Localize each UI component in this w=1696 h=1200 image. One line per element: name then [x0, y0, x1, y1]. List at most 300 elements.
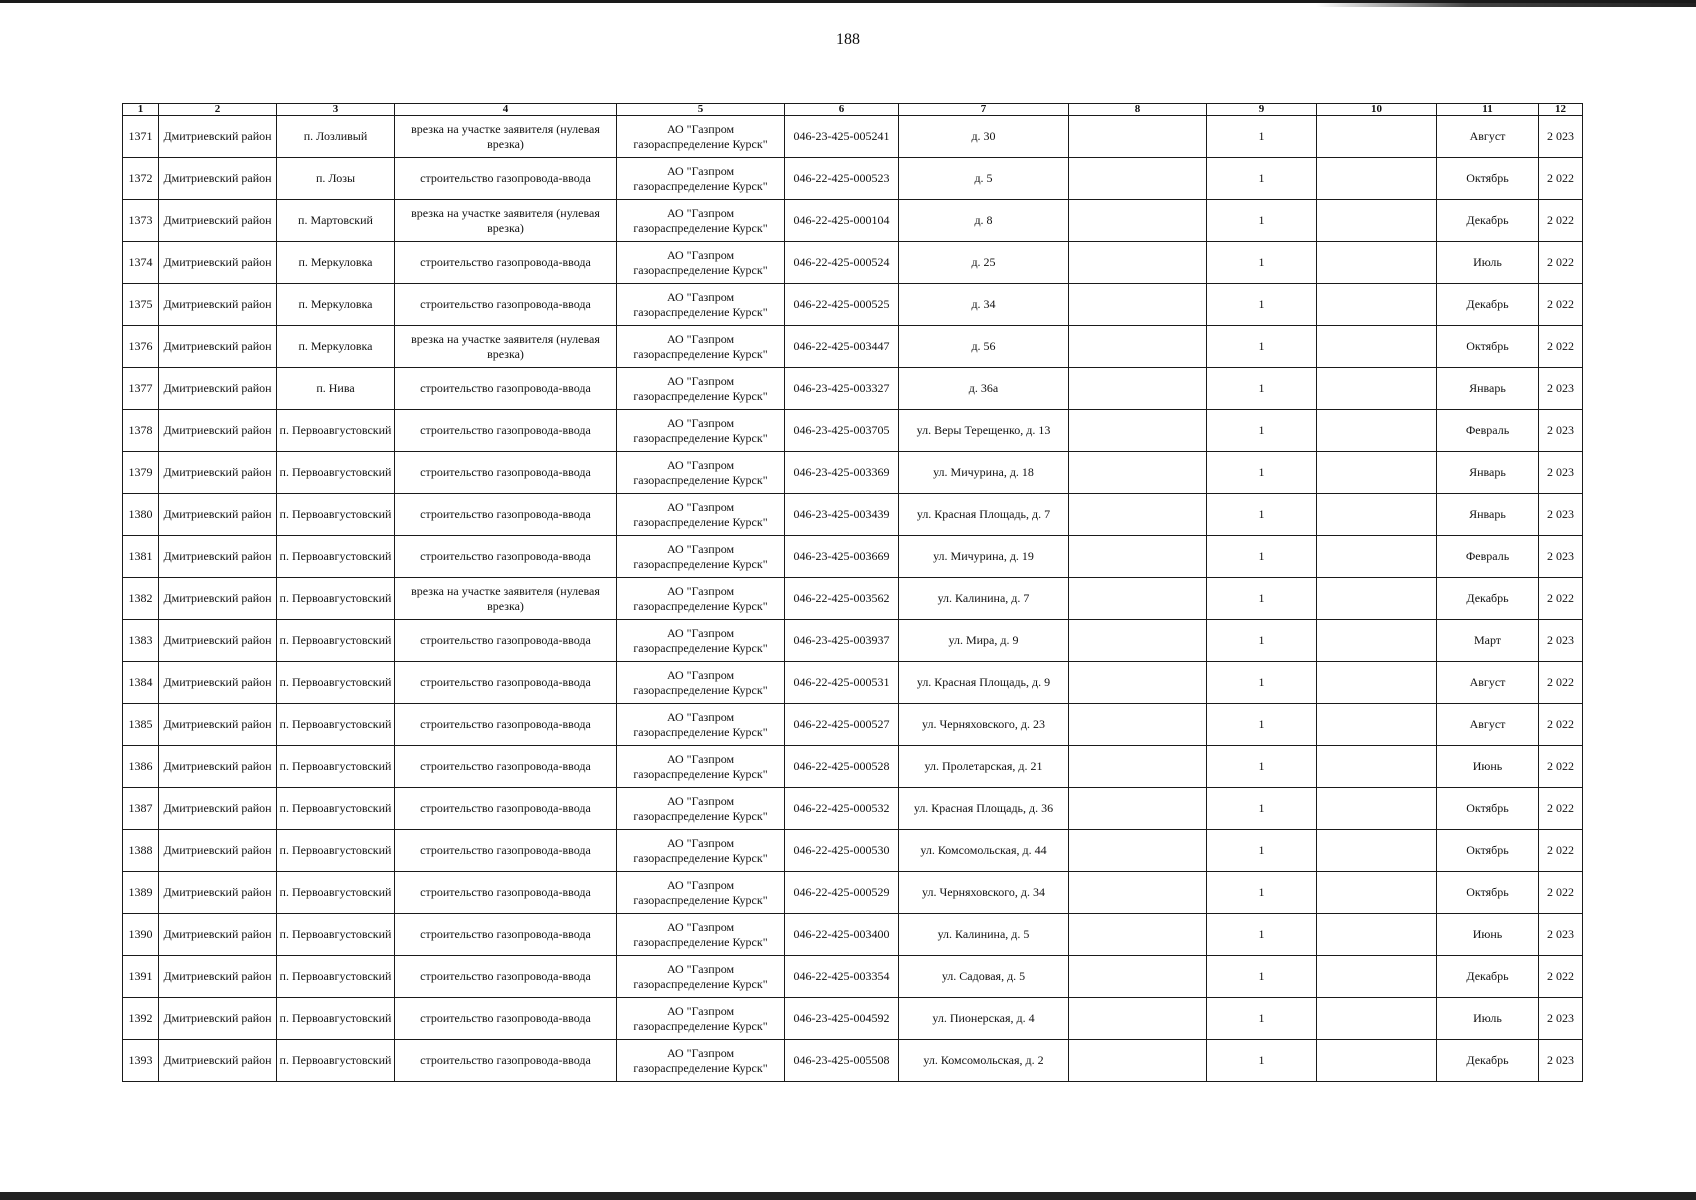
month-cell: Июнь	[1437, 746, 1539, 788]
work-type-cell: строительство газопровода-ввода	[395, 410, 617, 452]
column-8-cell	[1069, 368, 1207, 410]
row-number: 1379	[123, 452, 159, 494]
table-row	[123, 620, 1583, 662]
quantity-cell: 1	[1207, 998, 1317, 1040]
year-cell: 2 022	[1539, 956, 1583, 998]
column-10-cell	[1317, 536, 1437, 578]
district-cell: Дмитриевский район	[159, 158, 277, 200]
district-cell: Дмитриевский район	[159, 536, 277, 578]
column-10-cell	[1317, 410, 1437, 452]
row-number: 1380	[123, 494, 159, 536]
organization-cell: АО "Газпром газораспределение Курск"	[617, 956, 785, 998]
year-cell: 2 023	[1539, 452, 1583, 494]
district-cell: Дмитриевский район	[159, 368, 277, 410]
year-cell: 2 023	[1539, 998, 1583, 1040]
organization-cell: АО "Газпром газораспределение Курск"	[617, 242, 785, 284]
address-cell: д. 36а	[899, 368, 1069, 410]
object-id-cell: 046-22-425-000525	[785, 284, 899, 326]
column-10-cell	[1317, 452, 1437, 494]
settlement-cell: п. Меркуловка	[277, 284, 395, 326]
work-type-cell: строительство газопровода-ввода	[395, 494, 617, 536]
address-cell: д. 30	[899, 116, 1069, 158]
quantity-cell: 1	[1207, 410, 1317, 452]
column-10-cell	[1317, 830, 1437, 872]
organization-cell: АО "Газпром газораспределение Курск"	[617, 200, 785, 242]
column-10-cell	[1317, 368, 1437, 410]
organization-cell: АО "Газпром газораспределение Курск"	[617, 1040, 785, 1082]
column-8-cell	[1069, 326, 1207, 368]
column-10-cell	[1317, 914, 1437, 956]
column-8-cell	[1069, 872, 1207, 914]
organization-cell: АО "Газпром газораспределение Курск"	[617, 158, 785, 200]
column-10-cell	[1317, 116, 1437, 158]
month-cell: Август	[1437, 704, 1539, 746]
address-cell: ул. Черняховского, д. 34	[899, 872, 1069, 914]
column-header: 7	[899, 104, 1069, 116]
settlement-cell: п. Мартовский	[277, 200, 395, 242]
month-cell: Июль	[1437, 998, 1539, 1040]
column-10-cell	[1317, 956, 1437, 998]
registry-table-container	[122, 103, 1582, 1082]
year-cell: 2 022	[1539, 830, 1583, 872]
month-cell: Июнь	[1437, 914, 1539, 956]
quantity-cell: 1	[1207, 662, 1317, 704]
year-cell: 2 022	[1539, 872, 1583, 914]
month-cell: Октябрь	[1437, 158, 1539, 200]
table-row	[123, 830, 1583, 872]
district-cell: Дмитриевский район	[159, 998, 277, 1040]
object-id-cell: 046-23-425-003369	[785, 452, 899, 494]
column-10-cell	[1317, 872, 1437, 914]
organization-cell: АО "Газпром газораспределение Курск"	[617, 368, 785, 410]
work-type-cell: строительство газопровода-ввода	[395, 158, 617, 200]
column-10-cell	[1317, 704, 1437, 746]
row-number: 1390	[123, 914, 159, 956]
month-cell: Октябрь	[1437, 788, 1539, 830]
organization-cell: АО "Газпром газораспределение Курск"	[617, 872, 785, 914]
object-id-cell: 046-23-425-005508	[785, 1040, 899, 1082]
work-type-cell: строительство газопровода-ввода	[395, 788, 617, 830]
district-cell: Дмитриевский район	[159, 872, 277, 914]
month-cell: Январь	[1437, 494, 1539, 536]
row-number: 1376	[123, 326, 159, 368]
object-id-cell: 046-22-425-000523	[785, 158, 899, 200]
object-id-cell: 046-22-425-003562	[785, 578, 899, 620]
column-header: 10	[1317, 104, 1437, 116]
row-number: 1377	[123, 368, 159, 410]
object-id-cell: 046-23-425-003937	[785, 620, 899, 662]
quantity-cell: 1	[1207, 326, 1317, 368]
settlement-cell: п. Первоавгустовский	[277, 704, 395, 746]
column-8-cell	[1069, 662, 1207, 704]
object-id-cell: 046-22-425-000104	[785, 200, 899, 242]
district-cell: Дмитриевский район	[159, 662, 277, 704]
address-cell: ул. Мичурина, д. 18	[899, 452, 1069, 494]
quantity-cell: 1	[1207, 200, 1317, 242]
column-8-cell	[1069, 536, 1207, 578]
district-cell: Дмитриевский район	[159, 914, 277, 956]
row-number: 1384	[123, 662, 159, 704]
address-cell: д. 56	[899, 326, 1069, 368]
district-cell: Дмитриевский район	[159, 452, 277, 494]
column-8-cell	[1069, 116, 1207, 158]
settlement-cell: п. Первоавгустовский	[277, 494, 395, 536]
year-cell: 2 022	[1539, 326, 1583, 368]
table-row	[123, 200, 1583, 242]
work-type-cell: строительство газопровода-ввода	[395, 1040, 617, 1082]
quantity-cell: 1	[1207, 620, 1317, 662]
work-type-cell: строительство газопровода-ввода	[395, 914, 617, 956]
column-header: 11	[1437, 104, 1539, 116]
year-cell: 2 022	[1539, 662, 1583, 704]
header-row	[123, 104, 1583, 116]
column-8-cell	[1069, 242, 1207, 284]
organization-cell: АО "Газпром газораспределение Курск"	[617, 326, 785, 368]
column-8-cell	[1069, 914, 1207, 956]
year-cell: 2 023	[1539, 620, 1583, 662]
month-cell: Январь	[1437, 368, 1539, 410]
month-cell: Август	[1437, 662, 1539, 704]
quantity-cell: 1	[1207, 872, 1317, 914]
column-10-cell	[1317, 158, 1437, 200]
settlement-cell: п. Первоавгустовский	[277, 452, 395, 494]
month-cell: Декабрь	[1437, 200, 1539, 242]
month-cell: Март	[1437, 620, 1539, 662]
table-row	[123, 578, 1583, 620]
table-row	[123, 1040, 1583, 1082]
address-cell: д. 25	[899, 242, 1069, 284]
registry-table	[122, 103, 1583, 1082]
column-header: 2	[159, 104, 277, 116]
quantity-cell: 1	[1207, 494, 1317, 536]
object-id-cell: 046-22-425-000528	[785, 746, 899, 788]
row-number: 1392	[123, 998, 159, 1040]
organization-cell: АО "Газпром газораспределение Курск"	[617, 284, 785, 326]
year-cell: 2 023	[1539, 368, 1583, 410]
quantity-cell: 1	[1207, 158, 1317, 200]
organization-cell: АО "Газпром газораспределение Курск"	[617, 998, 785, 1040]
work-type-cell: врезка на участке заявителя (нулевая врезка)	[395, 326, 617, 368]
settlement-cell: п. Первоавгустовский	[277, 578, 395, 620]
year-cell: 2 023	[1539, 914, 1583, 956]
quantity-cell: 1	[1207, 116, 1317, 158]
settlement-cell: п. Первоавгустовский	[277, 1040, 395, 1082]
settlement-cell: п. Первоавгустовский	[277, 998, 395, 1040]
row-number: 1393	[123, 1040, 159, 1082]
table-row	[123, 872, 1583, 914]
table-body	[123, 116, 1583, 1082]
work-type-cell: строительство газопровода-ввода	[395, 704, 617, 746]
district-cell: Дмитриевский район	[159, 494, 277, 536]
quantity-cell: 1	[1207, 704, 1317, 746]
table-row	[123, 956, 1583, 998]
column-8-cell	[1069, 410, 1207, 452]
column-10-cell	[1317, 662, 1437, 704]
year-cell: 2 023	[1539, 116, 1583, 158]
table-row	[123, 662, 1583, 704]
table-row	[123, 410, 1583, 452]
district-cell: Дмитриевский район	[159, 1040, 277, 1082]
row-number: 1372	[123, 158, 159, 200]
table-row	[123, 368, 1583, 410]
column-8-cell	[1069, 956, 1207, 998]
table-row	[123, 494, 1583, 536]
work-type-cell: строительство газопровода-ввода	[395, 956, 617, 998]
work-type-cell: строительство газопровода-ввода	[395, 284, 617, 326]
district-cell: Дмитриевский район	[159, 242, 277, 284]
month-cell: Февраль	[1437, 536, 1539, 578]
month-cell: Октябрь	[1437, 830, 1539, 872]
year-cell: 2 022	[1539, 200, 1583, 242]
column-10-cell	[1317, 326, 1437, 368]
month-cell: Октябрь	[1437, 326, 1539, 368]
row-number: 1373	[123, 200, 159, 242]
address-cell: ул. Комсомольская, д. 2	[899, 1040, 1069, 1082]
month-cell: Декабрь	[1437, 1040, 1539, 1082]
table-row	[123, 326, 1583, 368]
month-cell: Июль	[1437, 242, 1539, 284]
settlement-cell: п. Меркуловка	[277, 326, 395, 368]
column-10-cell	[1317, 494, 1437, 536]
organization-cell: АО "Газпром газораспределение Курск"	[617, 788, 785, 830]
address-cell: ул. Пролетарская, д. 21	[899, 746, 1069, 788]
year-cell: 2 023	[1539, 410, 1583, 452]
column-8-cell	[1069, 494, 1207, 536]
row-number: 1371	[123, 116, 159, 158]
column-8-cell	[1069, 158, 1207, 200]
work-type-cell: врезка на участке заявителя (нулевая врезка)	[395, 578, 617, 620]
object-id-cell: 046-23-425-003669	[785, 536, 899, 578]
column-10-cell	[1317, 242, 1437, 284]
object-id-cell: 046-22-425-000532	[785, 788, 899, 830]
organization-cell: АО "Газпром газораспределение Курск"	[617, 746, 785, 788]
row-number: 1385	[123, 704, 159, 746]
column-10-cell	[1317, 620, 1437, 662]
settlement-cell: п. Первоавгустовский	[277, 620, 395, 662]
organization-cell: АО "Газпром газораспределение Курск"	[617, 116, 785, 158]
table-row	[123, 704, 1583, 746]
month-cell: Декабрь	[1437, 578, 1539, 620]
column-8-cell	[1069, 998, 1207, 1040]
column-10-cell	[1317, 1040, 1437, 1082]
address-cell: ул. Веры Терещенко, д. 13	[899, 410, 1069, 452]
year-cell: 2 022	[1539, 242, 1583, 284]
year-cell: 2 022	[1539, 158, 1583, 200]
year-cell: 2 022	[1539, 788, 1583, 830]
district-cell: Дмитриевский район	[159, 830, 277, 872]
row-number: 1383	[123, 620, 159, 662]
column-8-cell	[1069, 1040, 1207, 1082]
organization-cell: АО "Газпром газораспределение Курск"	[617, 830, 785, 872]
quantity-cell: 1	[1207, 368, 1317, 410]
table-row	[123, 914, 1583, 956]
column-header: 3	[277, 104, 395, 116]
settlement-cell: п. Первоавгустовский	[277, 662, 395, 704]
district-cell: Дмитриевский район	[159, 788, 277, 830]
month-cell: Декабрь	[1437, 956, 1539, 998]
column-8-cell	[1069, 200, 1207, 242]
month-cell: Октябрь	[1437, 872, 1539, 914]
scan-border-bottom	[0, 1192, 1696, 1200]
column-header: 1	[123, 104, 159, 116]
page-number: 188	[836, 31, 860, 48]
year-cell: 2 023	[1539, 1040, 1583, 1082]
work-type-cell: строительство газопровода-ввода	[395, 368, 617, 410]
work-type-cell: строительство газопровода-ввода	[395, 872, 617, 914]
table-row	[123, 284, 1583, 326]
column-8-cell	[1069, 284, 1207, 326]
month-cell: Август	[1437, 116, 1539, 158]
column-10-cell	[1317, 200, 1437, 242]
column-header: 5	[617, 104, 785, 116]
address-cell: ул. Комсомольская, д. 44	[899, 830, 1069, 872]
address-cell: ул. Калинина, д. 7	[899, 578, 1069, 620]
column-header: 8	[1069, 104, 1207, 116]
work-type-cell: строительство газопровода-ввода	[395, 452, 617, 494]
object-id-cell: 046-23-425-003327	[785, 368, 899, 410]
year-cell: 2 023	[1539, 494, 1583, 536]
address-cell: д. 5	[899, 158, 1069, 200]
table-row	[123, 788, 1583, 830]
scan-border-top-right	[1316, 3, 1696, 7]
address-cell: ул. Мичурина, д. 19	[899, 536, 1069, 578]
address-cell: ул. Калинина, д. 5	[899, 914, 1069, 956]
work-type-cell: строительство газопровода-ввода	[395, 830, 617, 872]
settlement-cell: п. Первоавгустовский	[277, 914, 395, 956]
settlement-cell: п. Первоавгустовский	[277, 746, 395, 788]
organization-cell: АО "Газпром газораспределение Курск"	[617, 578, 785, 620]
settlement-cell: п. Первоавгустовский	[277, 788, 395, 830]
month-cell: Январь	[1437, 452, 1539, 494]
work-type-cell: строительство газопровода-ввода	[395, 620, 617, 662]
row-number: 1381	[123, 536, 159, 578]
year-cell: 2 022	[1539, 746, 1583, 788]
organization-cell: АО "Газпром газораспределение Курск"	[617, 452, 785, 494]
column-header: 4	[395, 104, 617, 116]
column-header: 6	[785, 104, 899, 116]
object-id-cell: 046-22-425-003447	[785, 326, 899, 368]
object-id-cell: 046-22-425-000524	[785, 242, 899, 284]
district-cell: Дмитриевский район	[159, 704, 277, 746]
row-number: 1387	[123, 788, 159, 830]
quantity-cell: 1	[1207, 578, 1317, 620]
district-cell: Дмитриевский район	[159, 410, 277, 452]
year-cell: 2 022	[1539, 704, 1583, 746]
organization-cell: АО "Газпром газораспределение Курск"	[617, 914, 785, 956]
table-row	[123, 452, 1583, 494]
object-id-cell: 046-23-425-005241	[785, 116, 899, 158]
work-type-cell: строительство газопровода-ввода	[395, 998, 617, 1040]
column-8-cell	[1069, 788, 1207, 830]
quantity-cell: 1	[1207, 536, 1317, 578]
year-cell: 2 023	[1539, 536, 1583, 578]
district-cell: Дмитриевский район	[159, 326, 277, 368]
column-8-cell	[1069, 704, 1207, 746]
address-cell: ул. Черняховского, д. 23	[899, 704, 1069, 746]
object-id-cell: 046-22-425-000530	[785, 830, 899, 872]
district-cell: Дмитриевский район	[159, 746, 277, 788]
row-number: 1378	[123, 410, 159, 452]
object-id-cell: 046-22-425-000529	[785, 872, 899, 914]
table-row	[123, 116, 1583, 158]
work-type-cell: строительство газопровода-ввода	[395, 662, 617, 704]
district-cell: Дмитриевский район	[159, 578, 277, 620]
row-number: 1374	[123, 242, 159, 284]
quantity-cell: 1	[1207, 956, 1317, 998]
column-10-cell	[1317, 578, 1437, 620]
table-row	[123, 242, 1583, 284]
year-cell: 2 022	[1539, 578, 1583, 620]
row-number: 1389	[123, 872, 159, 914]
column-8-cell	[1069, 620, 1207, 662]
quantity-cell: 1	[1207, 830, 1317, 872]
quantity-cell: 1	[1207, 284, 1317, 326]
district-cell: Дмитриевский район	[159, 284, 277, 326]
settlement-cell: п. Первоавгустовский	[277, 536, 395, 578]
work-type-cell: врезка на участке заявителя (нулевая врезка)	[395, 116, 617, 158]
district-cell: Дмитриевский район	[159, 200, 277, 242]
column-header: 9	[1207, 104, 1317, 116]
row-number: 1375	[123, 284, 159, 326]
object-id-cell: 046-22-425-003400	[785, 914, 899, 956]
settlement-cell: п. Первоавгустовский	[277, 872, 395, 914]
year-cell: 2 022	[1539, 284, 1583, 326]
column-10-cell	[1317, 284, 1437, 326]
column-8-cell	[1069, 746, 1207, 788]
column-8-cell	[1069, 830, 1207, 872]
column-header: 12	[1539, 104, 1583, 116]
column-8-cell	[1069, 452, 1207, 494]
month-cell: Февраль	[1437, 410, 1539, 452]
quantity-cell: 1	[1207, 914, 1317, 956]
settlement-cell: п. Нива	[277, 368, 395, 410]
address-cell: д. 34	[899, 284, 1069, 326]
object-id-cell: 046-23-425-003705	[785, 410, 899, 452]
address-cell: ул. Садовая, д. 5	[899, 956, 1069, 998]
column-8-cell	[1069, 578, 1207, 620]
settlement-cell: п. Первоавгустовский	[277, 830, 395, 872]
organization-cell: АО "Газпром газораспределение Курск"	[617, 536, 785, 578]
settlement-cell: п. Первоавгустовский	[277, 956, 395, 998]
object-id-cell: 046-23-425-003439	[785, 494, 899, 536]
quantity-cell: 1	[1207, 452, 1317, 494]
address-cell: ул. Мира, д. 9	[899, 620, 1069, 662]
settlement-cell: п. Лозы	[277, 158, 395, 200]
column-10-cell	[1317, 788, 1437, 830]
row-number: 1391	[123, 956, 159, 998]
row-number: 1382	[123, 578, 159, 620]
organization-cell: АО "Газпром газораспределение Курск"	[617, 494, 785, 536]
quantity-cell: 1	[1207, 746, 1317, 788]
work-type-cell: строительство газопровода-ввода	[395, 242, 617, 284]
row-number: 1388	[123, 830, 159, 872]
district-cell: Дмитриевский район	[159, 956, 277, 998]
object-id-cell: 046-22-425-003354	[785, 956, 899, 998]
address-cell: ул. Красная Площадь, д. 36	[899, 788, 1069, 830]
organization-cell: АО "Газпром газораспределение Курск"	[617, 410, 785, 452]
table-row	[123, 536, 1583, 578]
column-10-cell	[1317, 998, 1437, 1040]
address-cell: ул. Красная Площадь, д. 9	[899, 662, 1069, 704]
work-type-cell: врезка на участке заявителя (нулевая врезка)	[395, 200, 617, 242]
settlement-cell: п. Лозливый	[277, 116, 395, 158]
table-row	[123, 998, 1583, 1040]
object-id-cell: 046-23-425-004592	[785, 998, 899, 1040]
address-cell: ул. Пионерская, д. 4	[899, 998, 1069, 1040]
district-cell: Дмитриевский район	[159, 116, 277, 158]
column-10-cell	[1317, 746, 1437, 788]
table-row	[123, 746, 1583, 788]
